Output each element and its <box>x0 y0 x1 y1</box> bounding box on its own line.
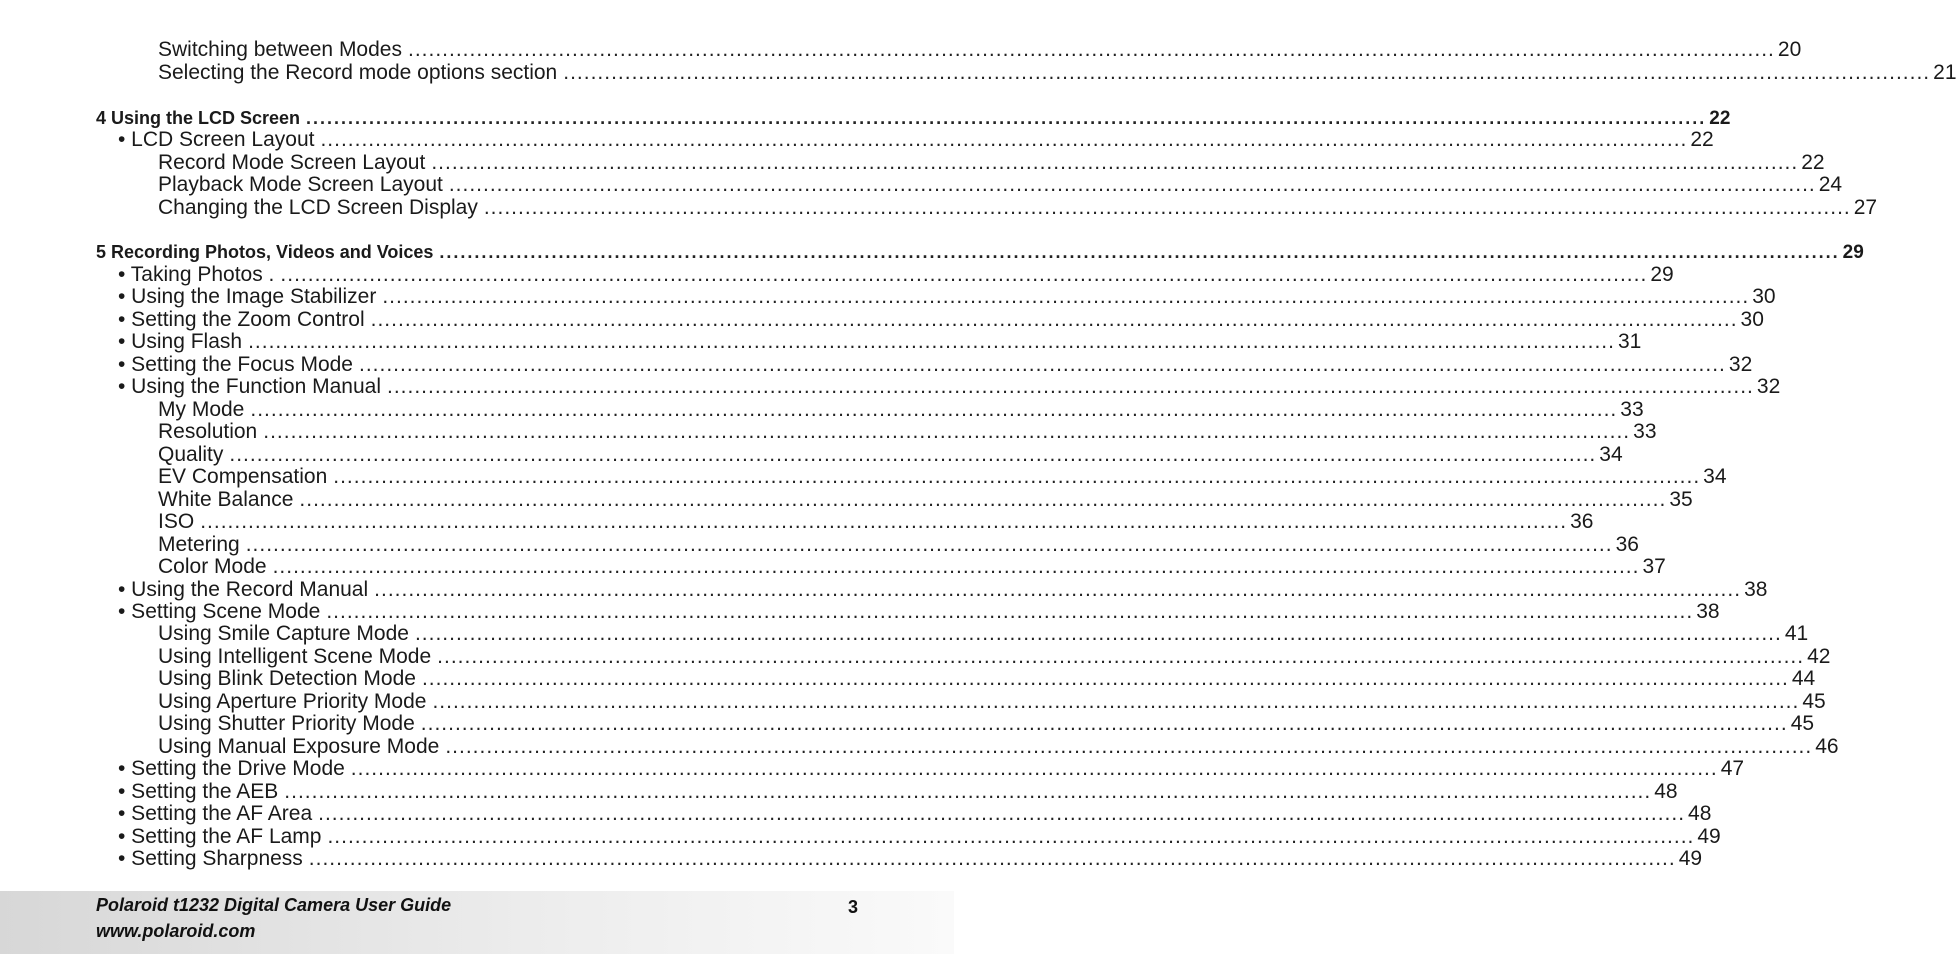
toc-entry-page-number: 46 <box>1815 735 1839 758</box>
footer-title: Polaroid t1232 Digital Camera User Guide <box>96 895 452 915</box>
toc-entry-page-number: 38 <box>1744 578 1768 601</box>
toc-entry[interactable] <box>158 61 1957 85</box>
toc-entry-label: • Setting the AF Area <box>118 802 313 825</box>
toc-entry-page-number: 30 <box>1752 285 1776 308</box>
toc-leader-dots: ........................................................................................................................................................................................................ <box>421 667 1789 690</box>
toc-entry[interactable] <box>118 600 1720 624</box>
toc-entry-label: Using Blink Detection Mode <box>158 667 416 690</box>
toc-leader-dots: ........................................................................................................................................................................................................ <box>284 780 1652 803</box>
page-footer <box>0 891 954 954</box>
toc-entry-page-number: 34 <box>1703 465 1727 488</box>
toc-entry[interactable] <box>158 645 1831 669</box>
toc-entry[interactable] <box>118 263 1674 287</box>
toc-entry-page-number: 21 <box>1933 61 1957 84</box>
toc-entry-label: Using Shutter Priority Mode <box>158 712 415 735</box>
toc-entry-page-number: 33 <box>1633 420 1657 443</box>
toc-entry-label: • Setting the AEB <box>118 780 279 803</box>
toc-entry-page-number: 24 <box>1818 173 1843 196</box>
toc-entry-label: Quality <box>158 443 224 466</box>
toc-leader-dots: ........................................................................................................................................................................................................ <box>387 375 1754 398</box>
toc-leader-dots: ........................................................................................................................................................................................................ <box>272 555 1640 578</box>
toc-leader-dots: ........................................................................................................................................................................................................ <box>563 61 1931 84</box>
toc-entry-page-number: 22 <box>1709 108 1731 129</box>
toc-leader-dots: ........................................................................................................................................................................................................ <box>407 38 1775 61</box>
toc-leader-dots: ........................................................................................................................................................................................................ <box>229 443 1597 466</box>
toc-entry-page-number: 32 <box>1756 375 1781 398</box>
toc-entry-label: • Setting Scene Mode <box>118 600 321 623</box>
toc-entry-label: White Balance <box>158 488 294 511</box>
toc-entry-label: • Setting the Zoom Control <box>118 308 365 331</box>
toc-chapter-entry[interactable] <box>96 240 1864 265</box>
toc-entry[interactable] <box>158 622 1809 646</box>
toc-entry-page-number: 38 <box>1696 600 1720 623</box>
toc-entry-label: Resolution <box>158 420 258 443</box>
toc-entry-page-number: 34 <box>1599 443 1623 466</box>
toc-entry[interactable] <box>118 578 1768 602</box>
toc-leader-dots: ........................................................................................................................................................................................................ <box>431 151 1799 174</box>
toc-entry[interactable] <box>118 847 1703 871</box>
toc-entry-label: EV Compensation <box>158 465 328 488</box>
toc-entry-label: 4 Using the LCD Screen <box>96 108 301 128</box>
toc-entry-page-number: 37 <box>1642 555 1666 578</box>
toc-entry-page-number: 33 <box>1620 398 1644 421</box>
toc-entry[interactable] <box>118 330 1642 354</box>
toc-entry-page-number: 35 <box>1669 488 1693 511</box>
toc-entry-label: Record Mode Screen Layout <box>158 151 426 174</box>
toc-entry-label: 5 Recording Photos, Videos and Voices <box>96 242 434 262</box>
toc-leader-dots: ........................................................................................................................................................................................................ <box>437 645 1805 668</box>
toc-leader-dots: ........................................................................................................................................................................................................ <box>306 108 1707 128</box>
toc-entry[interactable] <box>118 757 1745 781</box>
toc-entry[interactable] <box>158 443 1623 467</box>
toc-leader-dots: ........................................................................................................................................................................................................ <box>200 510 1568 533</box>
toc-entry-page-number: 27 <box>1853 196 1878 219</box>
toc-entry[interactable] <box>118 128 1714 152</box>
toc-entry-label: Using Manual Exposure Mode <box>158 735 440 758</box>
toc-leader-dots: ........................................................................................................................................................................................................ <box>248 330 1615 353</box>
toc-entry[interactable] <box>158 398 1644 422</box>
toc-entry-label: • Setting the Focus Mode <box>118 353 353 376</box>
toc-entry-page-number: 48 <box>1688 802 1712 825</box>
toc-entry-label: Switching between Modes <box>158 38 402 61</box>
toc-entry[interactable] <box>158 196 1878 220</box>
toc-entry-page-number: 47 <box>1720 757 1745 780</box>
toc-entry-label: • Setting Sharpness <box>118 847 303 870</box>
toc-entry[interactable] <box>158 555 1666 579</box>
toc-entry-page-number: 32 <box>1728 353 1753 376</box>
toc-leader-dots: ........................................................................................................................................................................................................ <box>358 353 1726 376</box>
toc-entry-label: Changing the LCD Screen Display <box>158 196 478 219</box>
toc-entry-label: Color Mode <box>158 555 267 578</box>
toc-leader-dots: ........................................................................................................................................................................................................ <box>318 802 1686 825</box>
toc-entry-page-number: 22 <box>1690 128 1714 151</box>
toc-leader-dots: ........................................................................................................................................................................................................ <box>374 578 1742 601</box>
toc-leader-dots: ........................................................................................................................................................................................................ <box>439 242 1840 262</box>
toc-entry-page-number: 30 <box>1740 308 1764 331</box>
toc-entry[interactable] <box>118 802 1712 826</box>
toc-leader-dots: ........................................................................................................................................................................................................ <box>445 735 1813 758</box>
toc-entry-label: • Using Flash <box>118 330 243 353</box>
footer-page-number: 3 <box>848 897 859 917</box>
toc-entry-page-number: 31 <box>1617 330 1642 353</box>
toc-entry[interactable] <box>118 375 1781 399</box>
toc-entry-label: • Taking Photos . <box>118 263 275 286</box>
toc-leader-dots: ........................................................................................................................................................................................................ <box>250 398 1618 421</box>
toc-entry-label: Using Smile Capture Mode <box>158 622 409 645</box>
toc-entry-label: • LCD Screen Layout <box>118 128 315 151</box>
toc-leader-dots: ........................................................................................................................................................................................................ <box>327 825 1695 848</box>
toc-entry[interactable] <box>158 690 1826 714</box>
toc-entry-page-number: 29 <box>1842 242 1864 263</box>
toc-leader-dots: ........................................................................................................................................................................................................ <box>320 128 1688 151</box>
toc-leader-dots: ........................................................................................................................................................................................................ <box>299 488 1667 511</box>
toc-leader-dots: ........................................................................................................................................................................................................ <box>280 263 1648 286</box>
toc-entry-label: Playback Mode Screen Layout <box>158 173 443 196</box>
toc-entry[interactable] <box>158 488 1693 512</box>
toc-leader-dots: ........................................................................................................................................................................................................ <box>448 173 1816 196</box>
toc-entry[interactable] <box>158 173 1843 197</box>
toc-leader-dots: ........................................................................................................................................................................................................ <box>432 690 1800 713</box>
toc-leader-dots: ........................................................................................................................................................................................................ <box>483 196 1851 219</box>
toc-entry-label: Using Intelligent Scene Mode <box>158 645 432 668</box>
toc-entry-label: Metering <box>158 533 240 556</box>
toc-leader-dots: ........................................................................................................................................................................................................ <box>350 757 1718 780</box>
toc-entry[interactable] <box>158 420 1657 444</box>
toc-entry-page-number: 45 <box>1802 690 1826 713</box>
toc-leader-dots: ........................................................................................................................................................................................................ <box>414 622 1782 645</box>
toc-entry-page-number: 45 <box>1790 712 1815 735</box>
toc-entry[interactable] <box>158 38 1802 62</box>
toc-entry-label: • Setting the AF Lamp <box>118 825 322 848</box>
toc-entry-page-number: 36 <box>1570 510 1594 533</box>
toc-entry-page-number: 48 <box>1654 780 1678 803</box>
toc-entry[interactable] <box>158 735 1839 759</box>
footer-url[interactable]: www.polaroid.com <box>96 921 256 941</box>
toc-entry-page-number: 29 <box>1650 263 1674 286</box>
toc-entry[interactable] <box>118 780 1678 804</box>
toc-entry-page-number: 20 <box>1777 38 1802 61</box>
toc-entry[interactable] <box>158 712 1815 736</box>
toc-entry-page-number: 22 <box>1801 151 1825 174</box>
toc-entry[interactable] <box>118 308 1764 332</box>
toc-entry[interactable] <box>118 285 1776 309</box>
toc-entry-page-number: 42 <box>1807 645 1831 668</box>
toc-entry-label: • Setting the Drive Mode <box>118 757 345 780</box>
toc-leader-dots: ........................................................................................................................................................................................................ <box>420 712 1788 735</box>
toc-entry-label: My Mode <box>158 398 245 421</box>
toc-entry[interactable] <box>158 533 1639 557</box>
toc-leader-dots: ........................................................................................................................................................................................................ <box>245 533 1613 556</box>
toc-entry[interactable] <box>158 510 1594 534</box>
toc-entry-page-number: 36 <box>1615 533 1639 556</box>
toc-entry[interactable] <box>118 353 1753 377</box>
toc-leader-dots: ........................................................................................................................................................................................................ <box>382 285 1750 308</box>
toc-entry[interactable] <box>118 825 1721 849</box>
toc-entry-label: ISO <box>158 510 195 533</box>
toc-entry-label: • Using the Image Stabilizer <box>118 285 377 308</box>
toc-leader-dots: ........................................................................................................................................................................................................ <box>326 600 1694 623</box>
toc-entry-label: Selecting the Record mode options section <box>158 61 558 84</box>
toc-entry-page-number: 41 <box>1784 622 1809 645</box>
toc-entry[interactable] <box>158 465 1727 489</box>
toc-entry[interactable] <box>158 151 1825 175</box>
toc-entry-label: • Using the Record Manual <box>118 578 369 601</box>
toc-leader-dots: ........................................................................................................................................................................................................ <box>308 847 1676 870</box>
toc-entry-page-number: 44 <box>1791 667 1816 690</box>
toc-entry[interactable] <box>158 667 1816 691</box>
toc-leader-dots: ........................................................................................................................................................................................................ <box>370 308 1738 331</box>
toc-entry-page-number: 49 <box>1678 847 1703 870</box>
toc-entry-label: Using Aperture Priority Mode <box>158 690 427 713</box>
toc-entry-label: • Using the Function Manual <box>118 375 381 398</box>
toc-leader-dots: ........................................................................................................................................................................................................ <box>263 420 1631 443</box>
toc-leader-dots: ........................................................................................................................................................................................................ <box>333 465 1701 488</box>
toc-entry-page-number: 49 <box>1697 825 1721 848</box>
